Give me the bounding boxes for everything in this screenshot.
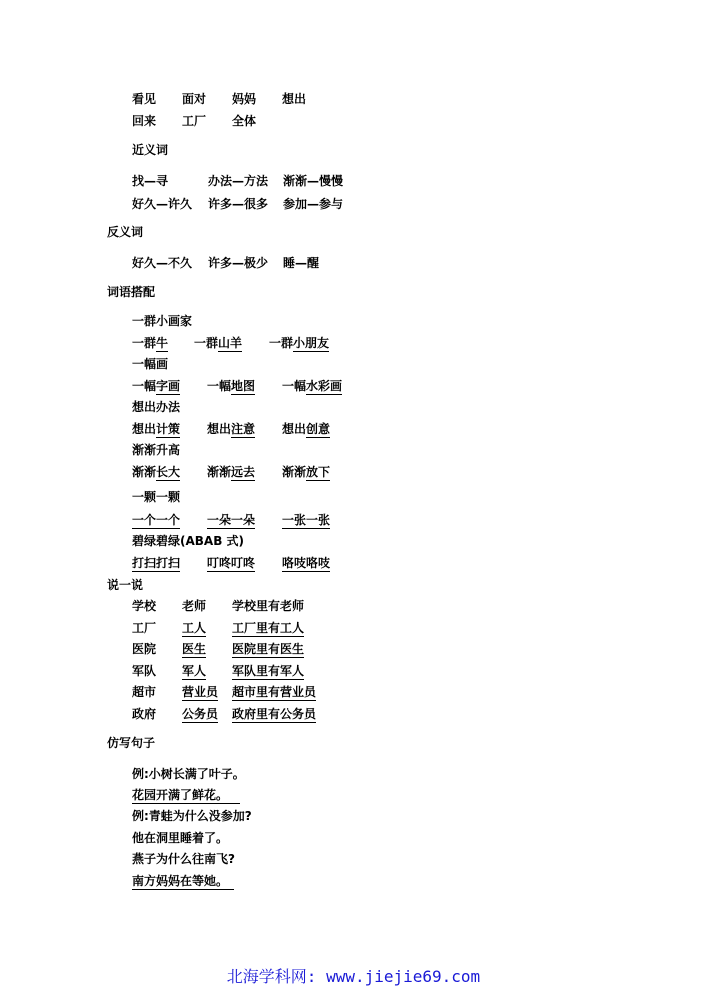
collocation-heading: 词语搭配	[107, 285, 156, 299]
answer-sentence: 花园开满了鲜花。	[132, 788, 240, 802]
place: 超市	[132, 685, 157, 699]
footer-watermark: 北海学科网: www.jiejie69.com	[226, 967, 481, 986]
sentence: 超市里有营业员	[232, 685, 317, 699]
place: 学校	[132, 599, 157, 613]
synonym-pair: 好久—许久	[132, 197, 193, 211]
antonyms-heading: 反义词	[107, 225, 144, 239]
collocation-answer: 想出创意	[282, 422, 331, 436]
person: 医生	[182, 642, 207, 656]
synonyms-heading: 近义词	[132, 143, 169, 157]
synonym-pair: 渐渐—慢慢	[283, 174, 344, 188]
practice-sentence: 燕子为什么往南飞?	[132, 852, 235, 866]
collocation-answer: 一朵一朵	[207, 513, 256, 527]
antonym-pair: 许多—极少	[208, 256, 269, 270]
collocation-example: 渐渐升高	[132, 443, 181, 457]
word-3: 妈妈	[232, 92, 257, 106]
person: 军人	[182, 664, 207, 678]
collocation-answer: 渐渐放下	[282, 465, 331, 479]
collocation-answer: 想出注意	[207, 422, 256, 436]
collocation-answer: 一幅字画	[132, 379, 181, 393]
word-6: 工厂	[182, 114, 207, 128]
collocation-example: 一群小画家	[132, 314, 193, 328]
sentence: 军队里有军人	[232, 664, 305, 678]
collocation-answer: 叮咚叮咚	[207, 556, 256, 570]
word-2: 面对	[182, 92, 207, 106]
collocation-answer: 一张一张	[282, 513, 331, 527]
collocation-answer: 渐渐远去	[207, 465, 256, 479]
sentence: 工厂里有工人	[232, 621, 305, 635]
person: 老师	[182, 599, 207, 613]
word-5: 回来	[132, 114, 157, 128]
collocation-answer: 一群牛	[132, 336, 169, 350]
synonym-pair: 办法—方法	[208, 174, 269, 188]
collocation-answer: 一个一个	[132, 513, 181, 527]
place: 工厂	[132, 621, 157, 635]
collocation-answer: 咯吱咯吱	[282, 556, 331, 570]
collocation-example: 一幅画	[132, 357, 169, 371]
collocation-example: 一颗一颗	[132, 490, 181, 504]
place: 军队	[132, 664, 157, 678]
example-sentence: 他在洞里睡着了。	[132, 831, 229, 845]
sentence: 学校里有老师	[232, 599, 305, 613]
word-7: 全体	[232, 114, 257, 128]
synonym-pair: 参加—参与	[283, 197, 344, 211]
collocation-answer: 一群小朋友	[269, 336, 330, 350]
place: 医院	[132, 642, 157, 656]
collocation-example: 想出办法	[132, 400, 181, 414]
collocation-answer: 一幅水彩画	[282, 379, 343, 393]
collocation-example: 碧绿碧绿(ABAB 式)	[132, 534, 245, 548]
antonym-pair: 睡—醒	[283, 256, 320, 270]
answer-sentence: 南方妈妈在等她。	[132, 874, 234, 888]
person: 工人	[182, 621, 207, 635]
word-1: 看见	[132, 92, 157, 106]
collocation-answer: 打扫打扫	[132, 556, 181, 570]
imitate-heading: 仿写句子	[107, 736, 156, 750]
sentence: 政府里有公务员	[232, 707, 317, 721]
collocation-answer: 想出计策	[132, 422, 181, 436]
word-4: 想出	[282, 92, 307, 106]
collocation-answer: 一群山羊	[194, 336, 243, 350]
synonym-pair: 找—寻	[132, 174, 169, 188]
collocation-answer: 渐渐长大	[132, 465, 181, 479]
place: 政府	[132, 707, 157, 721]
example-sentence: 例:青蛙为什么没参加?	[132, 809, 252, 823]
person: 营业员	[182, 685, 219, 699]
collocation-answer: 一幅地图	[207, 379, 256, 393]
person: 公务员	[182, 707, 219, 721]
example-sentence: 例:小树长满了叶子。	[132, 767, 245, 781]
synonym-pair: 许多—很多	[208, 197, 269, 211]
speak-heading: 说一说	[107, 578, 144, 592]
antonym-pair: 好久—不久	[132, 256, 193, 270]
sentence: 医院里有医生	[232, 642, 305, 656]
